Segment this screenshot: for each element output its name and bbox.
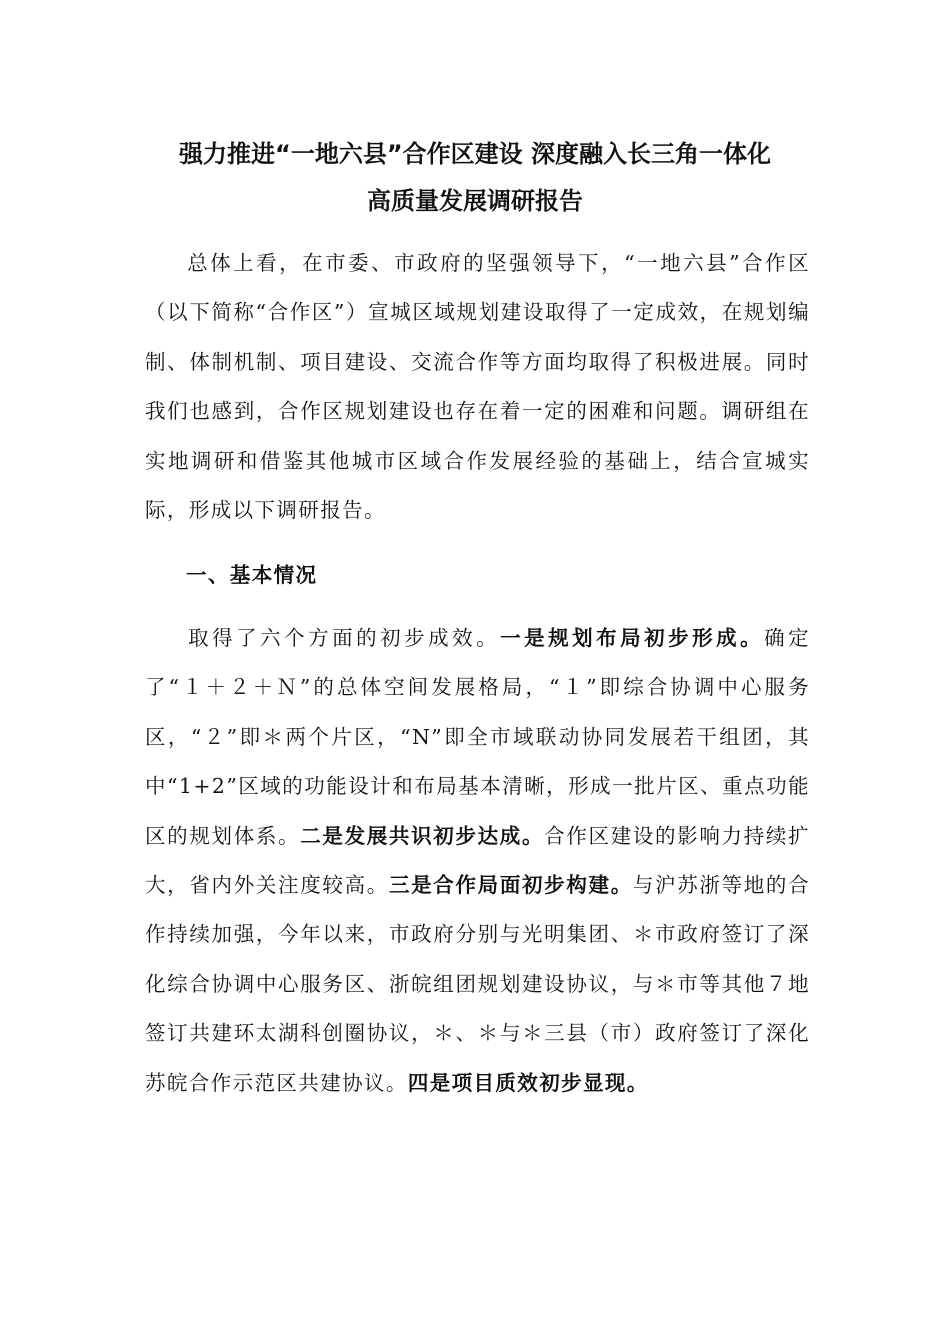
section1-bold-2: 二是发展共识初步达成。 xyxy=(300,823,545,848)
section1-bold-3: 三是合作局面初步构建。 xyxy=(388,873,633,898)
section1-paragraph xyxy=(145,614,810,1108)
section1-bold-1: 一是规划布局初步形成。 xyxy=(500,626,765,650)
document-title-line-1: 强力推进“一地六县”合作区建设 深度融入长三角一体化 xyxy=(179,140,771,168)
section1-text-1: 取得了六个方面的初步成效。 xyxy=(186,626,501,650)
section1-text-3: 合作区建设的影响力持续扩大，省内外关注度较高。 xyxy=(145,823,810,898)
section1-text-2: 确定了“１＋２＋Ｎ”的总体空间发展格局，“１”即综合协调中心服务区，“２”即＊两个片区，“N”即全市域联动协同发展若干组团，其中“1+2”区域的功能设计和布局基本清晰，形成一批片区、重点功能区的规划体系。 xyxy=(145,626,810,848)
intro-text: 总体上看，在市委、市政府的坚强领导下，“一地六县”合作区（以下简称“合作区”）宣城区域规划建设取得了一定成效，在规划编制、体制机制、项目建设、交流合作等方面均取得了积极进展。同时我们也感到，合作区规划建设也存在着一定的困难和问题。调研组在实地调研和借鉴其他城市区域合作发展经验的基础上，结合宣城实际，形成以下调研报告。 xyxy=(145,251,810,523)
section1-text-4: 与沪苏浙等地的合作持续加强，今年以来，市政府分别与光明集团、＊市政府签订了深化综合协调中心服务区、浙皖组团规划建设协议，与＊市等其他７地签订共建环太湖科创圈协议，＊、＊与＊三县（市）政府签订了深化苏皖合作示范区共建协议。 xyxy=(145,873,811,1095)
document-title-line-2: 高质量发展调研报告 xyxy=(367,187,583,215)
section1-bold-4: 四是项目质效初步显现。 xyxy=(407,1070,649,1095)
intro-paragraph xyxy=(145,239,810,535)
section-heading-basic-situation: 一、基本情况 xyxy=(186,563,318,587)
